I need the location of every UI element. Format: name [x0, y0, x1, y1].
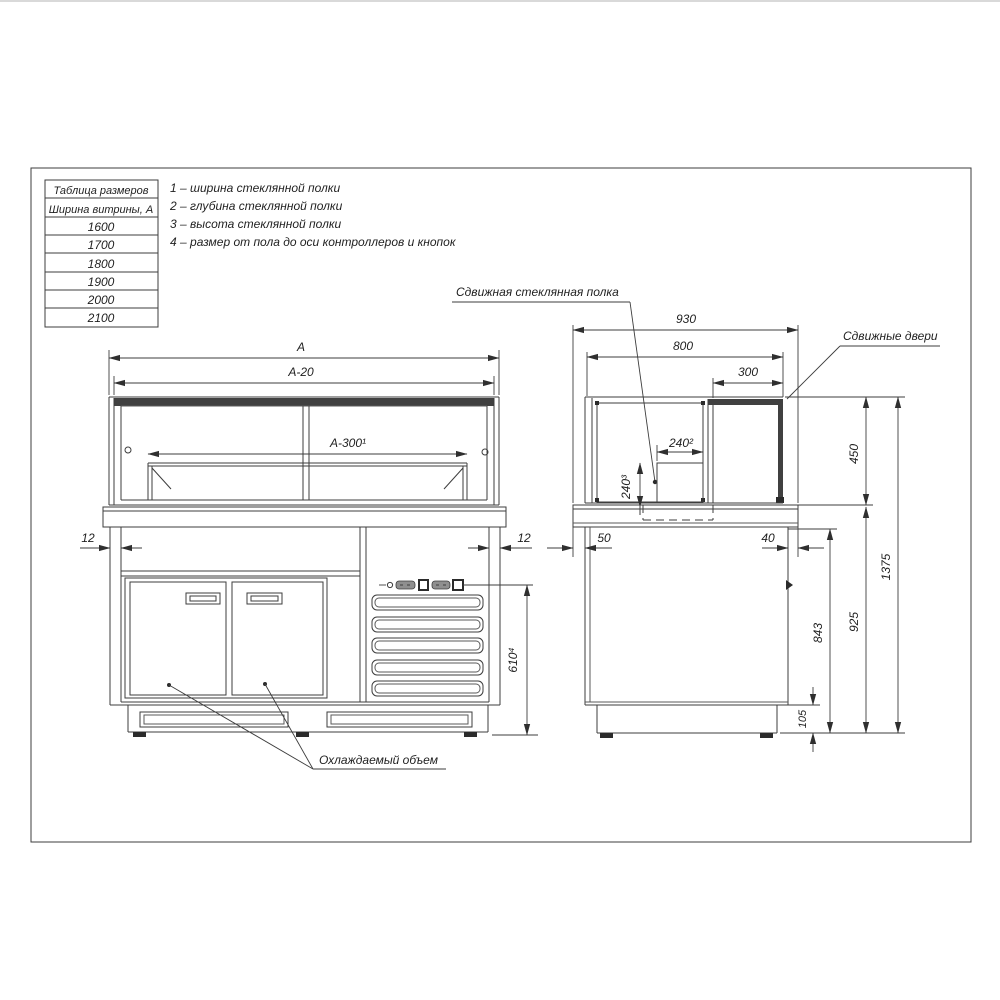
dim-240-3-text: 240³ — [619, 474, 633, 500]
side-sliding-door — [778, 404, 783, 500]
front-glass-top-strip — [114, 398, 494, 406]
dim-a-text: А — [296, 340, 306, 354]
dim-843-text: 843 — [811, 622, 825, 644]
size-table-row: 1700 — [87, 238, 115, 252]
button-icon — [453, 580, 463, 590]
size-table-row: 2100 — [87, 311, 115, 325]
sliding-shelf-label: Сдвижная стеклянная полка — [456, 285, 619, 299]
foot — [760, 733, 773, 738]
dim-a300-text: А-300¹ — [329, 436, 367, 450]
size-table-row: 1900 — [87, 275, 115, 289]
dim-800-text: 800 — [672, 339, 694, 353]
dim-105-text: 105 — [797, 709, 809, 729]
controller-icon — [396, 581, 415, 589]
dim-12-left-text: 12 — [81, 531, 95, 545]
legend-item-2: 2 – глубина стеклянной полки — [170, 199, 343, 213]
dim-925-text: 925 — [847, 611, 861, 633]
dim-1375-text: 1375 — [879, 553, 893, 581]
dim-300-text: 300 — [737, 365, 759, 379]
dim-240-2-text: 240² — [668, 436, 694, 450]
cooled-volume-label: Охлаждаемый объем — [319, 753, 438, 767]
foot — [600, 733, 613, 738]
dim-40-text: 40 — [761, 531, 775, 545]
dim-50-text: 50 — [597, 531, 611, 545]
foot — [296, 732, 309, 737]
legend-item-3: 3 – высота стеклянной полки — [170, 217, 342, 231]
button-icon — [419, 580, 428, 590]
dim-450-text: 450 — [847, 443, 861, 465]
sliding-doors-label: Сдвижные двери — [843, 329, 938, 343]
controller-icon — [432, 581, 450, 589]
legend-item-4: 4 – размер от пола до оси контроллеров и кнопок — [170, 235, 456, 249]
size-table-subtitle: Ширина витрины, А — [48, 204, 154, 216]
size-table-row: 1800 — [87, 257, 115, 271]
dim-610-text: 610⁴ — [506, 647, 520, 673]
dim-a20-text: А-20 — [288, 365, 314, 379]
foot — [464, 732, 477, 737]
size-table-title: Таблица размеров — [53, 185, 149, 197]
size-table-row: 1600 — [87, 220, 115, 234]
legend-item-1: 1 – ширина стеклянной полки — [170, 181, 341, 195]
foot — [133, 732, 146, 737]
dim-12-right-text: 12 — [517, 531, 531, 545]
size-table-row: 2000 — [87, 293, 115, 307]
side-door-top-rail — [708, 399, 783, 405]
dim-930-text: 930 — [675, 312, 697, 326]
